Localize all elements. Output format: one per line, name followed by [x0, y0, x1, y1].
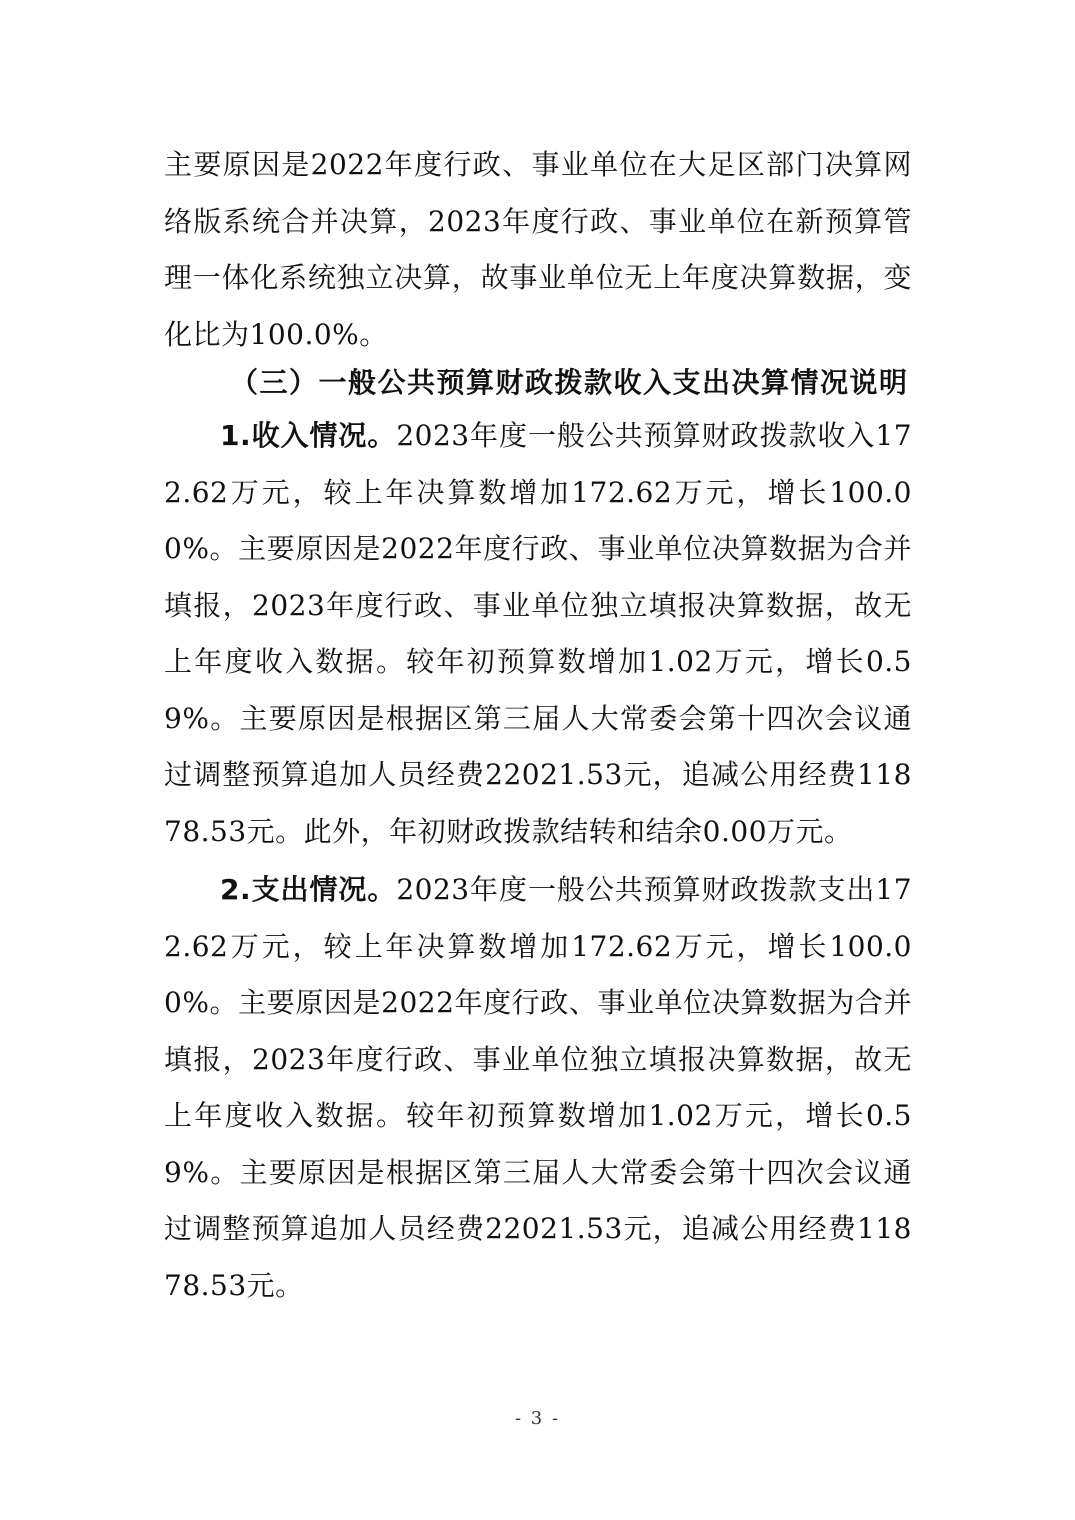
expenditure-section [164, 862, 912, 1314]
income-section [164, 408, 912, 860]
expenditure-paragraph [164, 862, 912, 1314]
expenditure-body: 2023年度一般公共预算财政拨款支出172.62万元，较上年决算数增加172.62万元，增长100.00%。主要原因是2022年度行政、事业单位决算数据为合并填报，2023年度行政、事业单位独立填报决算数据，故无上年度收入数据。较年初预算数增加1.02万元，增长0.59%。主要原因是根据区第三届人大常委会第十四次会议通过调整预算追加人员经费22021.53元，追减公用经费11878.53元。 [164, 873, 913, 1302]
income-paragraph [164, 408, 912, 860]
income-body: 2023年度一般公共预算财政拨款收入172.62万元，较上年决算数增加172.62万元，增长100.00%。主要原因是2022年度行政、事业单位决算数据为合并填报，2023年度行政、事业单位独立填报决算数据，故无上年度收入数据。较年初预算数增加1.02万元，增长0.59%。主要原因是根据区第三届人大常委会第十四次会议通过调整预算追加人员经费22021.53元，追减公用经费11878.53元。此外，年初财政拨款结转和结余0.00万元。 [164, 419, 913, 848]
intro-paragraph-block [164, 137, 912, 363]
intro-paragraph: 主要原因是2022年度行政、事业单位在大足区部门决算网络版系统合并决算，2023年度行政、事业单位在新预算管理一体化系统独立决算，故事业单位无上年度决算数据，变化比为100.0%。 [164, 148, 912, 351]
section-heading: （三）一般公共预算财政拨款收入支出决算情况说明 [230, 366, 909, 399]
expenditure-lead: 2.支出情况。 [220, 873, 397, 906]
income-lead: 1.收入情况。 [220, 419, 397, 452]
page-number: - 3 - [514, 1408, 561, 1429]
